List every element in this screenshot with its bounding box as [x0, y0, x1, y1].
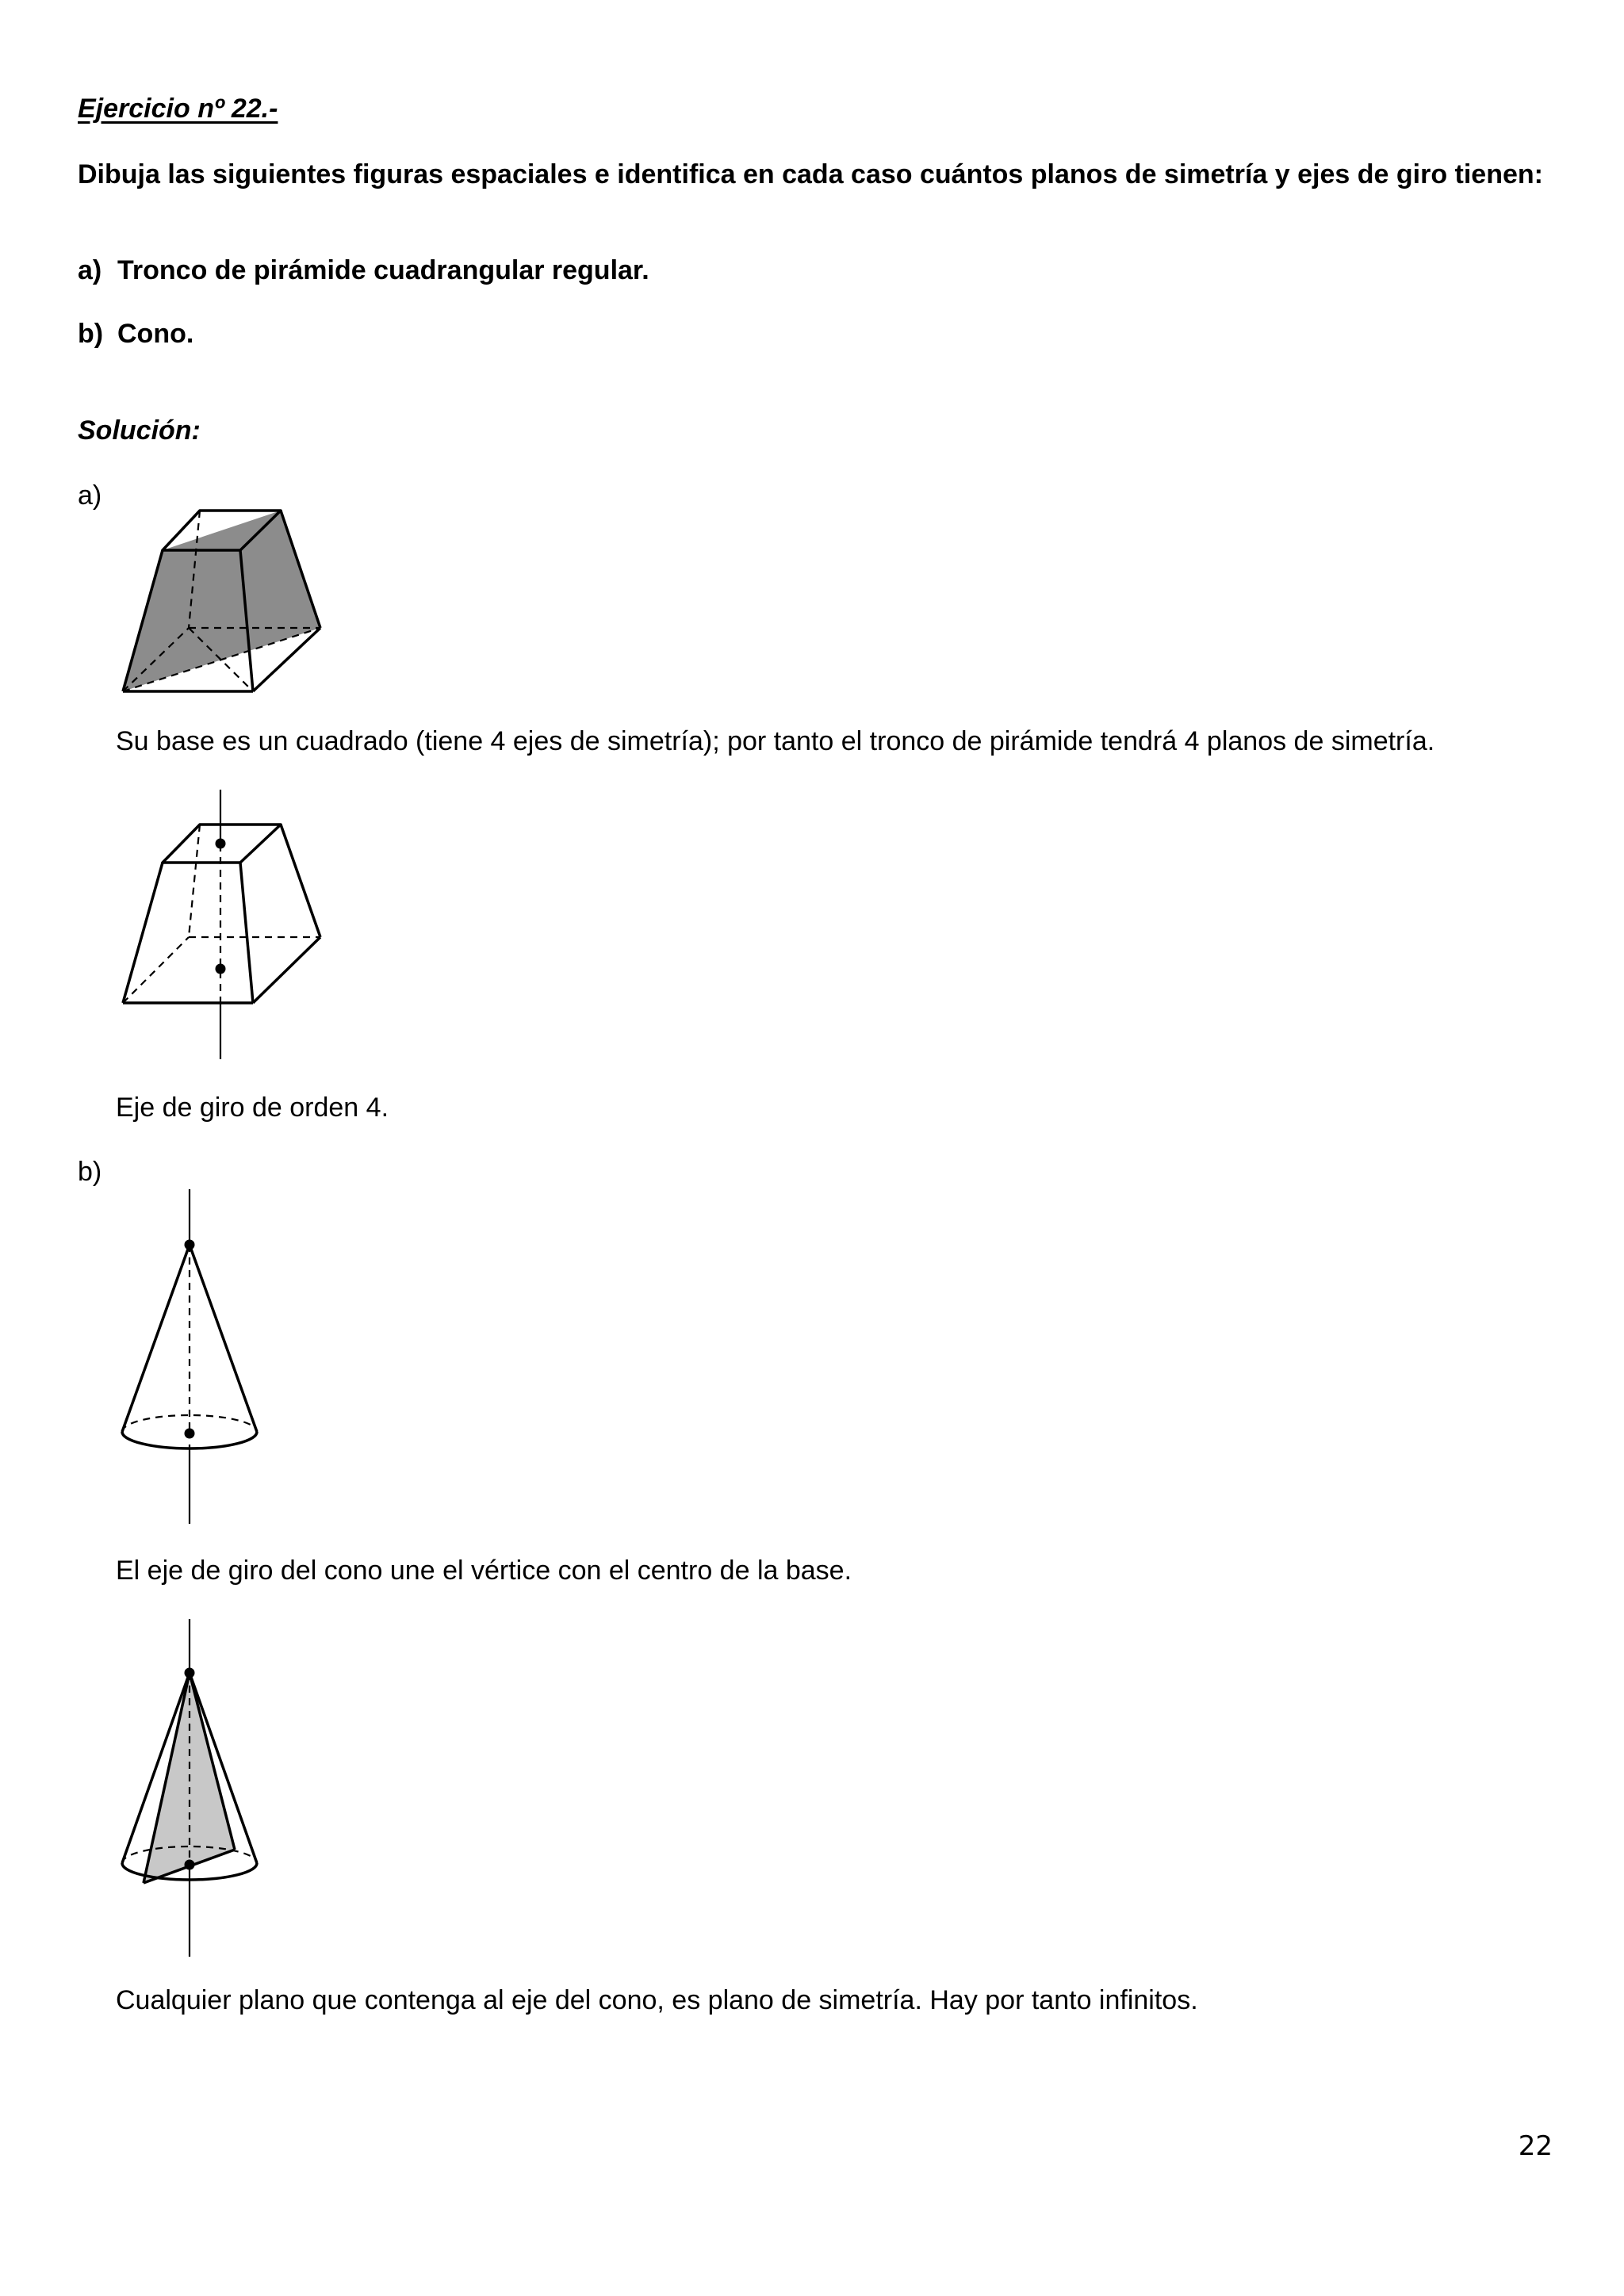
solution-part-a-label: a) [78, 480, 102, 511]
planes-note-cone: Cualquier plano que contenga al eje del cono, es plano de simetría. Hay por tanto infinitos. [116, 1985, 1198, 2015]
base-center-point [216, 964, 226, 974]
apex-point [185, 1668, 195, 1678]
solution-heading: Solución: [78, 415, 201, 446]
exercise-statement: Dibuja las siguientes figuras espaciales e identifica en cada caso cuántos planos de simetría y ejes de giro tienen: [78, 159, 1543, 189]
base-center-point [185, 1860, 195, 1870]
planes-note-frustum: Su base es un cuadrado (tiene 4 ejes de simetría); por tanto el tronco de pirámide tendrá 4 planos de simetría. [116, 726, 1435, 756]
item-text: Tronco de pirámide cuadrangular regular. [117, 255, 649, 285]
solution-part-b-label: b) [78, 1157, 102, 1187]
apex-point [185, 1240, 195, 1250]
exercise-title: Ejercicio nº 22.- [78, 94, 278, 124]
page-number: 22 [1518, 2130, 1553, 2162]
frustum-rotation-axis-figure [111, 785, 333, 1066]
axis-note-cone: El eje de giro del cono une el vértice con el centro de la base. [116, 1556, 852, 1586]
cone-symmetry-plane-figure [111, 1613, 270, 1962]
item-label: a) [78, 255, 102, 285]
top-center-point [216, 839, 226, 849]
cone-rotation-axis-figure [111, 1181, 270, 1526]
axis-note-frustum: Eje de giro de orden 4. [116, 1093, 389, 1123]
exercise-item-a [78, 254, 649, 287]
item-text: Cono. [117, 319, 194, 349]
exercise-item-b [78, 317, 193, 350]
frustum-symmetry-plane-figure [111, 499, 333, 706]
item-label: b) [78, 319, 104, 349]
base-center-point [185, 1429, 195, 1439]
